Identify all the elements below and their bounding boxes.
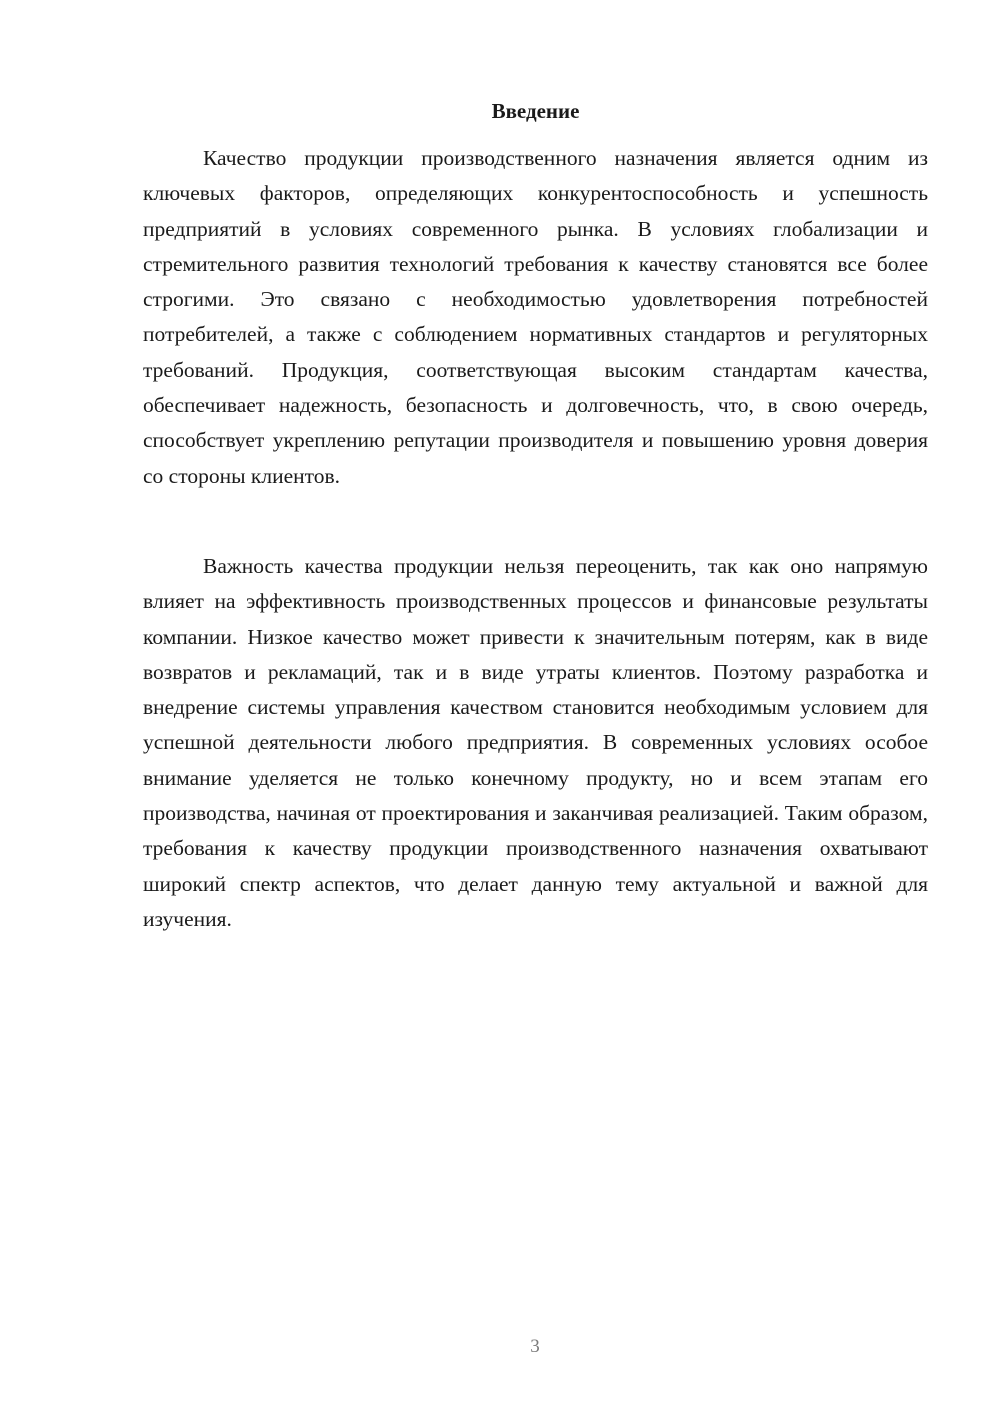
page-number: 3 <box>530 1336 540 1357</box>
paragraph-2: Важность качества продукции нельзя переоценить, так как оно напрямую влияет на эффективность производственных процессов и финансовые результаты компании. Низкое качество может привести к значительным потерям, как в виде возвратов и рекламаций, так и в виде утраты клиентов. Поэтому разработка и внедрение системы управления качеством становится необходимым условием для успешной деятельности любого предприятия. В современных условиях особое внимание уделяется не только конечному продукту, но и всем этапам его производства, начиная от проектирования и заканчивая реализацией. Таким образом, требования к качеству продукции производственного назначения охватывают широкий спектр аспектов, что делает данную тему актуальной и важной для изучения. <box>143 554 928 931</box>
paragraph-1: Качество продукции производственного назначения является одним из ключевых факторов, определяющих конкурентоспособность и успешность предприятий в условиях современного рынка. В условиях глобализации и стремительного развития технологий требования к качеству становятся все более строгими. Это связано с необходимостью удовлетворения потребностей потребителей, а также с соблюдением нормативных стандартов и регуляторных требований. Продукция, соответствующая высоким стандартам качества, обеспечивает надежность, безопасность и долговечность, что, в свою очередь, способствует укреплению репутации производителя и повышению уровня доверия со стороны клиентов. <box>143 146 928 488</box>
section-heading: Введение <box>491 99 580 123</box>
